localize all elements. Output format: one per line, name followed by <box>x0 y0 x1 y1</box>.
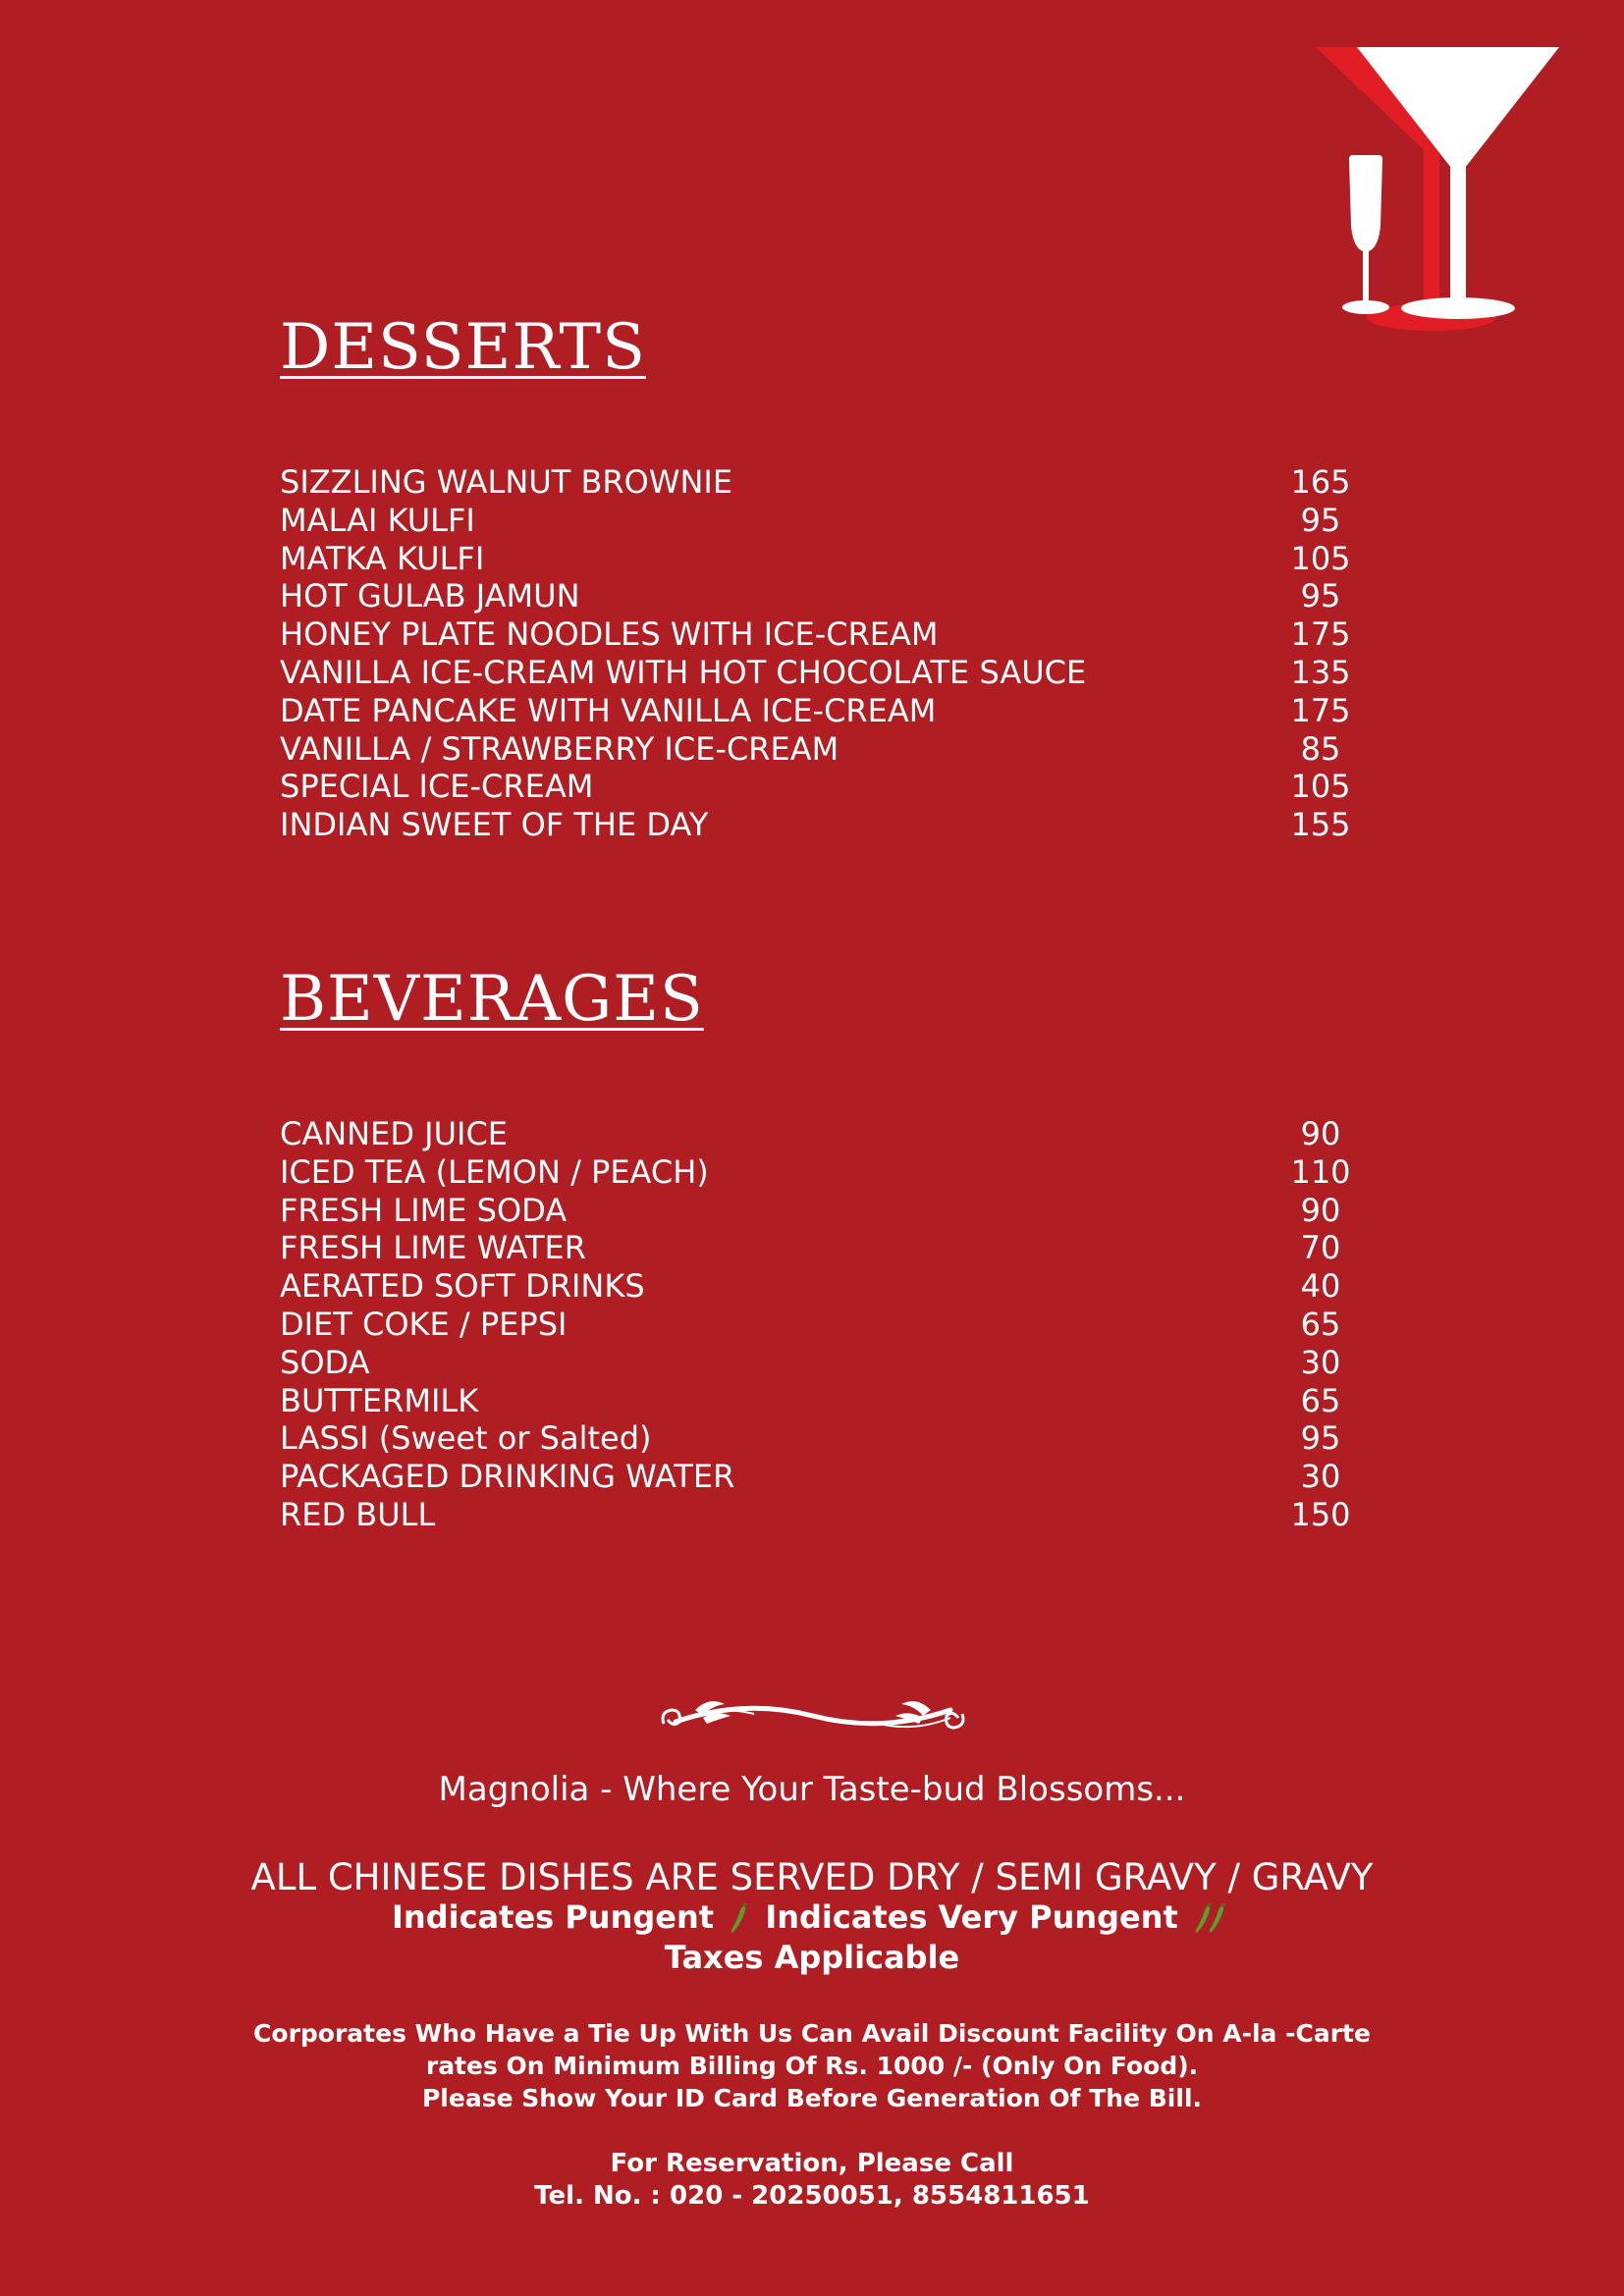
item-price: 110 <box>1290 1152 1351 1191</box>
item-name: PACKAGED DRINKING WATER <box>280 1458 735 1496</box>
chili-icon <box>729 1903 750 1935</box>
item-price: 90 <box>1300 1115 1341 1152</box>
chinese-dishes-note: ALL CHINESE DISHES ARE SERVED DRY / SEMI GRAVY / GRAVY <box>250 1856 1374 1898</box>
item-price: 65 <box>1300 1305 1341 1343</box>
menu-item <box>280 502 1419 540</box>
item-name: VANILLA / STRAWBERRY ICE-CREAM <box>280 729 839 768</box>
item-name: MATKA KULFI <box>280 539 485 577</box>
telephone-numbers: Tel. No. : 020 - 20250051, 8554811651 <box>534 2181 1090 2211</box>
item-name: LASSI (Sweet or Salted) <box>280 1419 652 1458</box>
item-price: 95 <box>1300 501 1341 539</box>
item-name: MALAI KULFI <box>280 501 475 539</box>
item-name: ICED TEA (LEMON / PEACH) <box>280 1152 709 1191</box>
item-name: RED BULL <box>280 1495 436 1533</box>
item-price: 65 <box>1300 1381 1341 1419</box>
item-price: 175 <box>1290 691 1351 729</box>
item-name: FRESH LIME WATER <box>280 1229 586 1267</box>
item-price: 150 <box>1290 1495 1351 1533</box>
menu-item <box>280 1192 1419 1230</box>
menu-item <box>280 1458 1419 1496</box>
item-price: 135 <box>1290 653 1351 691</box>
menu-item <box>280 1496 1419 1534</box>
item-price: 155 <box>1290 806 1351 844</box>
item-price: 175 <box>1290 615 1351 654</box>
menu-item <box>280 1229 1419 1267</box>
item-name: SODA <box>280 1343 370 1381</box>
corporate-discount-note <box>0 2017 1624 2114</box>
item-name: HONEY PLATE NOODLES WITH ICE-CREAM <box>280 615 939 654</box>
item-price: 105 <box>1290 768 1351 806</box>
item-name: INDIAN SWEET OF THE DAY <box>280 806 709 844</box>
item-price: 95 <box>1300 577 1341 615</box>
menu-item <box>280 1306 1419 1344</box>
pungent-label: Indicates Pungent <box>392 1898 715 1936</box>
menu-item <box>280 806 1419 844</box>
menu-item <box>280 1419 1419 1458</box>
tagline: Magnolia - Where Your Taste-bud Blossoms... <box>438 1770 1186 1809</box>
item-name: DATE PANCAKE WITH VANILLA ICE-CREAM <box>280 691 937 729</box>
very-pungent-label: Indicates Very Pungent <box>765 1898 1178 1936</box>
cocktail-glasses-icon <box>1316 39 1571 344</box>
item-price: 95 <box>1300 1419 1341 1458</box>
item-name: SPECIAL ICE-CREAM <box>280 768 594 806</box>
item-price: 105 <box>1290 539 1351 577</box>
item-price: 165 <box>1290 463 1351 501</box>
item-price: 30 <box>1300 1458 1341 1496</box>
reservation-info <box>0 2148 1624 2213</box>
item-name: CANNED JUICE <box>280 1115 508 1152</box>
menu-item <box>280 1344 1419 1382</box>
item-name: FRESH LIME SODA <box>280 1191 568 1229</box>
reservation-label: For Reservation, Please Call <box>610 2149 1014 2178</box>
desserts-list <box>280 463 1419 844</box>
item-name: BUTTERMILK <box>280 1381 479 1419</box>
menu-item <box>280 730 1419 769</box>
item-name: SIZZLING WALNUT BROWNIE <box>280 463 733 501</box>
beverages-heading: BEVERAGES <box>280 963 704 1036</box>
corporate-line: Please Show Your ID Card Before Generation Of The Bill. <box>421 2084 1203 2112</box>
item-price: 90 <box>1300 1191 1341 1229</box>
item-name: DIET COKE / PEPSI <box>280 1305 568 1343</box>
menu-item <box>280 540 1419 578</box>
double-chili-icon <box>1193 1903 1228 1935</box>
menu-item <box>280 577 1419 615</box>
menu-item <box>280 1267 1419 1306</box>
item-price: 70 <box>1300 1229 1341 1267</box>
ornamental-flourish-icon <box>656 1696 970 1737</box>
menu-item <box>280 1153 1419 1192</box>
corporate-line: Corporates Who Have a Tie Up With Us Can Avail Discount Facility On A-la -Carte <box>253 2019 1371 2048</box>
menu-item <box>280 1115 1419 1153</box>
menu-item <box>280 463 1419 502</box>
desserts-heading: DESSERTS <box>280 311 646 384</box>
corporate-line: rates On Minimum Billing Of Rs. 1000 /- (Only On Food). <box>425 2052 1199 2080</box>
menu-item <box>280 768 1419 806</box>
menu-item <box>280 615 1419 654</box>
menu-item <box>280 692 1419 730</box>
beverages-list <box>280 1115 1419 1534</box>
item-price: 30 <box>1300 1343 1341 1381</box>
item-name: VANILLA ICE-CREAM WITH HOT CHOCOLATE SAUCE <box>280 653 1087 691</box>
taxes-note: Taxes Applicable <box>664 1939 960 1976</box>
item-price: 85 <box>1300 729 1341 768</box>
pungency-legend <box>0 1898 1624 1936</box>
item-price: 40 <box>1300 1267 1341 1306</box>
menu-item <box>280 654 1419 692</box>
menu-item <box>280 1382 1419 1420</box>
item-name: AERATED SOFT DRINKS <box>280 1267 645 1306</box>
item-name: HOT GULAB JAMUN <box>280 577 580 615</box>
